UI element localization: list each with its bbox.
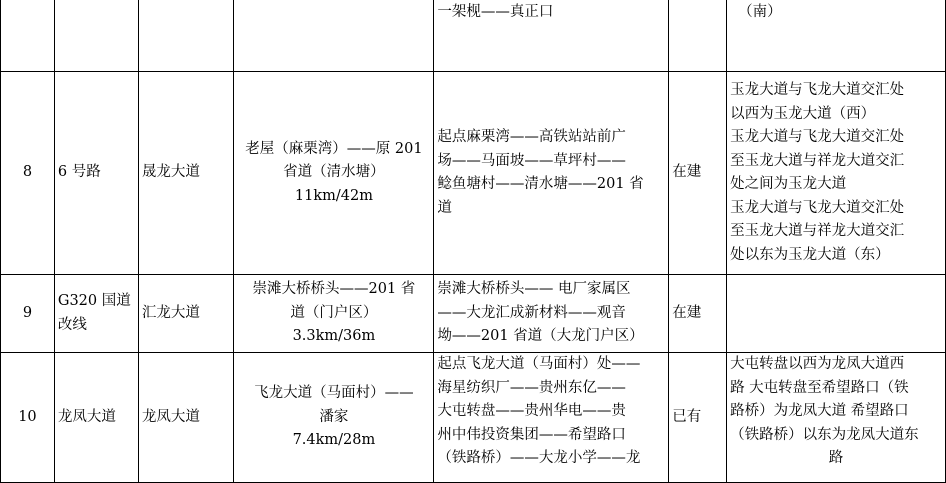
range-cell <box>234 275 434 353</box>
range-line: 飞龙大道（马面村）—— <box>254 385 414 402</box>
range-cell <box>234 0 434 72</box>
note-line: 处之间为玉龙大道 <box>730 176 847 192</box>
no-cell: 8 <box>1 72 55 275</box>
note-cell <box>727 275 946 353</box>
name-cell: 龙凤大道 <box>54 353 138 483</box>
table-row <box>1 275 946 353</box>
new-name-cell <box>138 0 234 72</box>
route-line: 海星纺织厂——贵州东亿—— <box>437 379 626 396</box>
name-cell <box>54 275 138 353</box>
route-cell <box>434 353 669 483</box>
route-line: 坳——201 省道（大龙门户区） <box>437 328 644 345</box>
range-length: 7.4km/28m <box>292 432 376 449</box>
range-length: 11km/42m <box>294 187 373 204</box>
route-cell <box>434 72 669 275</box>
range-cell <box>234 72 434 275</box>
note-line: 路桥）为龙凤大道 希望路口 <box>730 403 909 419</box>
range-length: 3.3km/36m <box>292 328 376 345</box>
table-row <box>1 0 946 72</box>
route-line: ——大龙汇成新材料——观音 <box>437 304 626 321</box>
note-line: （铁路桥）以东为龙凤大道东 <box>730 426 919 443</box>
name-line: 改线 <box>57 316 87 333</box>
route-line: 大屯转盘——贵州华电——贵 <box>437 403 626 419</box>
new-name-cell: 龙凤大道 <box>138 353 234 483</box>
route-line: 起点麻栗湾——高铁站站前广 <box>437 129 626 145</box>
name-line: G320 国道 <box>57 293 131 309</box>
route-line: 起点飞龙大道（马面村）处—— <box>437 356 641 372</box>
route-cell <box>434 0 669 72</box>
name-cell <box>54 0 138 72</box>
note-cell <box>727 0 946 72</box>
table-row <box>1 353 946 483</box>
no-cell: 10 <box>1 353 55 483</box>
range-cell <box>234 353 434 483</box>
route-line: 崇滩大桥桥头—— 电厂家属区 <box>437 281 631 298</box>
range-line: 老屋（麻栗湾）——原 201 <box>245 140 423 157</box>
note-cell <box>727 353 946 483</box>
note-line: 以西为玉龙大道（西） <box>730 105 876 122</box>
no-cell <box>1 0 55 72</box>
route-line: 一架枧——真正口 <box>437 4 554 20</box>
note-line: 至玉龙大道与祥龙大道交汇 <box>730 152 905 169</box>
range-line: 省道（清水塘） <box>283 164 385 181</box>
route-line: 鲶鱼塘村——清水塘——201 省 <box>437 176 644 192</box>
note-line: 玉龙大道与飞龙大道交汇处 <box>730 199 905 216</box>
route-cell <box>434 275 669 353</box>
note-line: 处以东为玉龙大道（东） <box>730 246 890 263</box>
note-cell <box>727 72 946 275</box>
route-line: 场——马面坡——草坪村—— <box>437 152 626 169</box>
status-cell: 在建 <box>669 275 727 353</box>
note-line: 玉龙大道与飞龙大道交汇处 <box>730 82 905 98</box>
route-line: （铁路桥）——大龙小学——龙 <box>437 450 641 466</box>
table-row <box>1 72 946 275</box>
new-name-cell: 汇龙大道 <box>138 275 234 353</box>
note-line: 大屯转盘以西为龙凤大道西 <box>730 356 905 372</box>
range-line: 崇滩大桥桥头——201 省 <box>252 281 416 298</box>
note-line: 路 <box>828 450 844 466</box>
status-cell: 已有 <box>669 353 727 483</box>
note-line: 玉龙大道与飞龙大道交汇处 <box>730 129 905 145</box>
note-line: （南） <box>738 4 782 20</box>
range-line: 道（门户区） <box>290 304 378 321</box>
new-name-cell: 晟龙大道 <box>138 72 234 275</box>
route-line: 州中伟投资集团——希望路口 <box>437 426 626 443</box>
status-cell: 在建 <box>669 72 727 275</box>
range-line: 潘家 <box>319 408 349 425</box>
note-line: 至玉龙大道与祥龙大道交汇 <box>730 223 905 239</box>
name-cell: 6 号路 <box>54 72 138 275</box>
route-line: 道 <box>437 199 452 216</box>
note-line: 路 大屯转盘至希望路口（铁 <box>730 379 909 396</box>
status-cell <box>669 0 727 72</box>
no-cell: 9 <box>1 275 55 353</box>
